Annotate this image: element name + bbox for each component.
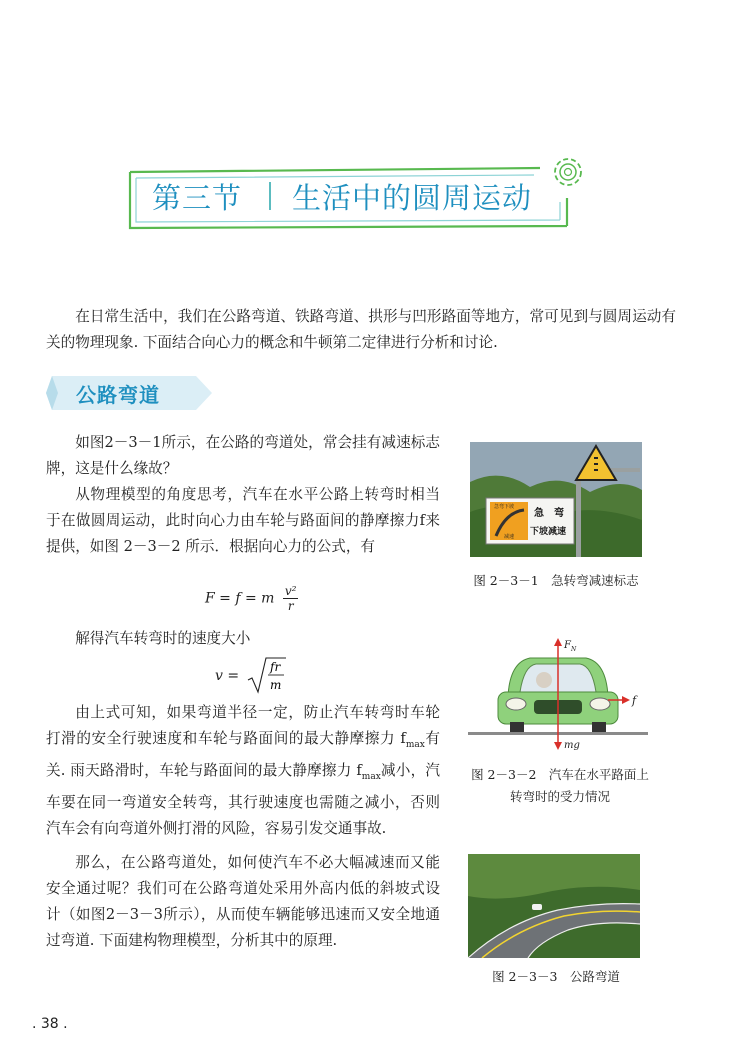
figure-3-caption: 图 2－3－3 公路弯道 (492, 969, 620, 984)
label-normal-force-sub: N (571, 646, 577, 653)
label-normal-force: F (564, 640, 571, 651)
figure-road-curve (468, 854, 640, 958)
formula-centripetal-force (205, 584, 298, 613)
formula-speed (215, 656, 286, 696)
section-heading (46, 376, 214, 410)
figure-car-forces (468, 636, 648, 756)
section-number: 第三节 (152, 181, 243, 215)
sign-big-text-1: 急 弯 (534, 508, 564, 519)
label-gravity: mg (564, 740, 580, 751)
p4-sub-1: max (405, 739, 425, 750)
figure-2-caption-line-2: 转弯时的受力情况 (509, 789, 610, 804)
paragraph-1: 如图2－3－1所示，在公路的弯道处，常会挂有减速标志牌，这是什么缘故？ (46, 434, 440, 477)
car-force-diagram (468, 636, 648, 756)
page-number: . 38 . (32, 1016, 68, 1032)
paragraph-4 (46, 700, 440, 842)
figure-1-caption: 图 2－3－1 急转弯减速标志 (473, 573, 639, 588)
p4-part-b: 有关. 雨天路滑时，车轮与路面间的最大静摩擦力 f (46, 730, 440, 779)
formula-fraction (283, 584, 299, 613)
chapter-title-banner (122, 150, 592, 242)
page-title: 生活中的圆周运动 (292, 181, 533, 215)
figure-2-caption (460, 764, 660, 808)
sign-big-text-2: 下坡减速 (530, 527, 567, 537)
sqrt-symbol (246, 656, 286, 696)
label-friction: f (632, 694, 637, 707)
figure-sharp-turn-sign (470, 442, 642, 557)
title-divider (269, 182, 271, 210)
p4-part-a: 由上式可知，如果弯道半径一定，防止汽车转弯时车轮打滑的安全行驶速度和车轮与路面间的最大静摩擦力 f (46, 704, 440, 747)
p4-sub-2: max (361, 771, 381, 782)
paragraph-2: 从物理模型的角度思考，汽车在水平公路上转弯时相当于在做圆周运动，此时向心力由车轮与路面间的静摩擦力f来提供，如图 2－3－2 所示．根据向心力的公式，有 (46, 486, 440, 555)
sqrt-numerator: fr (269, 660, 280, 674)
sign-photo (470, 442, 642, 557)
formula-lhs: F = f = m (205, 590, 275, 607)
intro-paragraph: 在日常生活中，我们在公路弯道、铁路弯道、拱形与凹形路面等地方，常可见到与圆周运动有关的物理现象. 下面结合向心力的概念和牛顿第二定律进行分析和讨论. (46, 308, 676, 351)
p4-part-c: 减小，汽车要在同一弯道安全转弯，其行驶速度也需随之减小，否则汽车会有向弯道外侧打滑的风险，容易引发交通事故. (46, 761, 440, 837)
gear-icon (555, 159, 581, 185)
section-heading-text: 公路弯道 (76, 383, 160, 407)
sign-small-text-2: 减速 (504, 534, 515, 540)
figure-2-caption-line-1: 图 2－3－2 汽车在水平路面上 (471, 767, 649, 782)
sqrt-denominator: m (269, 678, 281, 692)
formula-lhs: v = (215, 668, 240, 684)
paragraph-3: 解得汽车转弯时的速度大小 (75, 630, 251, 647)
sign-small-text: 急弯下坡 (494, 504, 515, 510)
paragraph-5: 那么，在公路弯道处，如何使汽车不必大幅减速而又能安全通过呢？我们可在公路弯道处采用外高内低的斜坡式设计（如图2－3－3所示），从而使车辆能够迅速而又安全地通过弯道. 下面建构物理模型，分析其中的原理. (46, 854, 440, 949)
road-curve-photo (468, 854, 640, 958)
formula-numerator: v² (284, 584, 297, 598)
formula-denominator: r (287, 599, 294, 613)
